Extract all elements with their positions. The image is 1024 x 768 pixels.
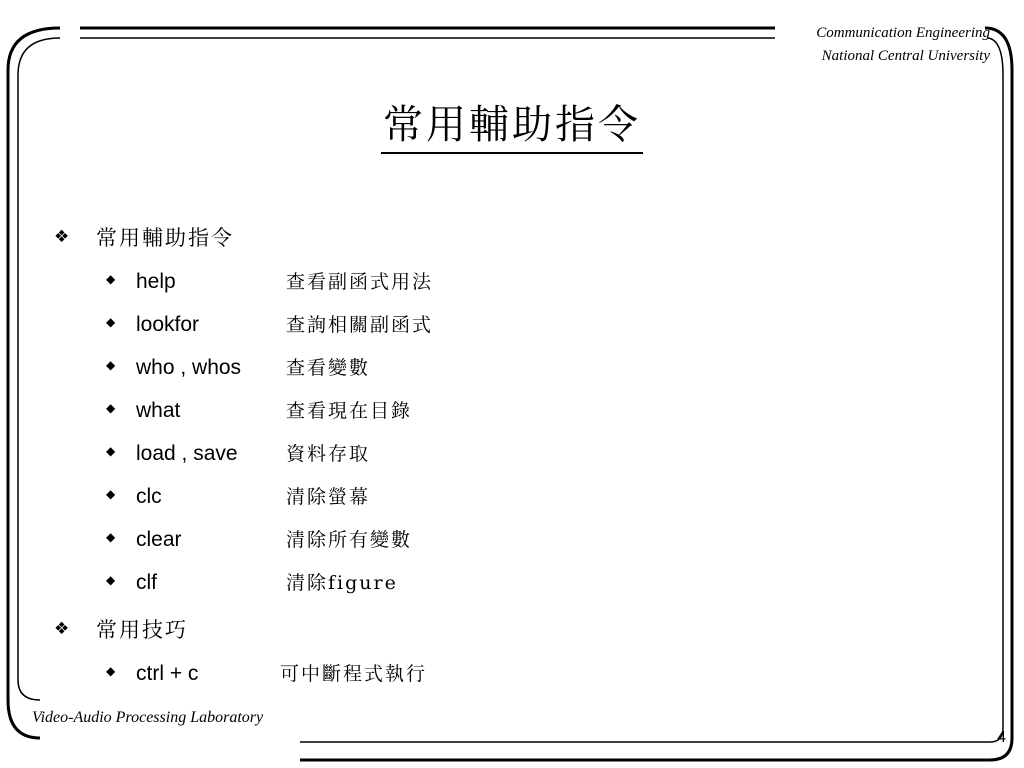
diamond-icon: ◆ [106,315,116,329]
footer-lab-name: Video-Audio Processing Laboratory [32,709,264,726]
item-command: help [136,270,176,293]
diamond-icon: ◆ [106,573,116,587]
item-description: 查看變數 [286,357,371,379]
item-description: 可中斷程式執行 [280,663,428,685]
section-heading [54,614,188,644]
list-item [106,267,606,297]
item-command: load , save [136,442,238,465]
slide-title: 常用輔助指令 [381,100,643,154]
item-description: 查看現在目錄 [286,400,413,422]
diamond-icon: ◆ [106,401,116,415]
item-command: ctrl + c [136,662,199,685]
list-item [106,353,606,383]
four-diamond-icon: ❖ [54,227,70,247]
item-description: 查詢相關副函式 [286,314,434,336]
diamond-icon: ◆ [106,530,116,544]
page-number: 4 [997,729,1006,746]
header-org-line2: National Central University [821,48,990,64]
list-item [106,525,606,555]
section-heading-label: 常用技巧 [96,618,188,642]
list-item [106,482,606,512]
list-item [106,568,606,598]
section-heading [54,222,234,252]
diamond-icon: ◆ [106,487,116,501]
diamond-icon: ◆ [106,664,116,678]
diamond-icon: ◆ [106,444,116,458]
header-org-line1: Communication Engineering [816,25,990,41]
item-command: who , whos [136,356,242,379]
item-description: 清除figure [286,572,398,594]
section-heading-label: 常用輔助指令 [96,226,234,250]
item-command: clf [136,571,157,594]
item-command: clear [136,528,182,551]
four-diamond-icon: ❖ [54,619,70,639]
item-description: 清除所有變數 [286,529,413,551]
list-item [106,310,606,340]
item-command: lookfor [136,313,200,336]
item-description: 清除螢幕 [286,486,371,508]
diamond-icon: ◆ [106,272,116,286]
list-item [106,659,606,689]
list-item [106,396,606,426]
item-command: clc [136,485,162,508]
item-description: 資料存取 [286,443,371,465]
item-command: what [136,399,181,422]
item-description: 查看副函式用法 [286,271,434,293]
list-item [106,439,606,469]
diamond-icon: ◆ [106,358,116,372]
